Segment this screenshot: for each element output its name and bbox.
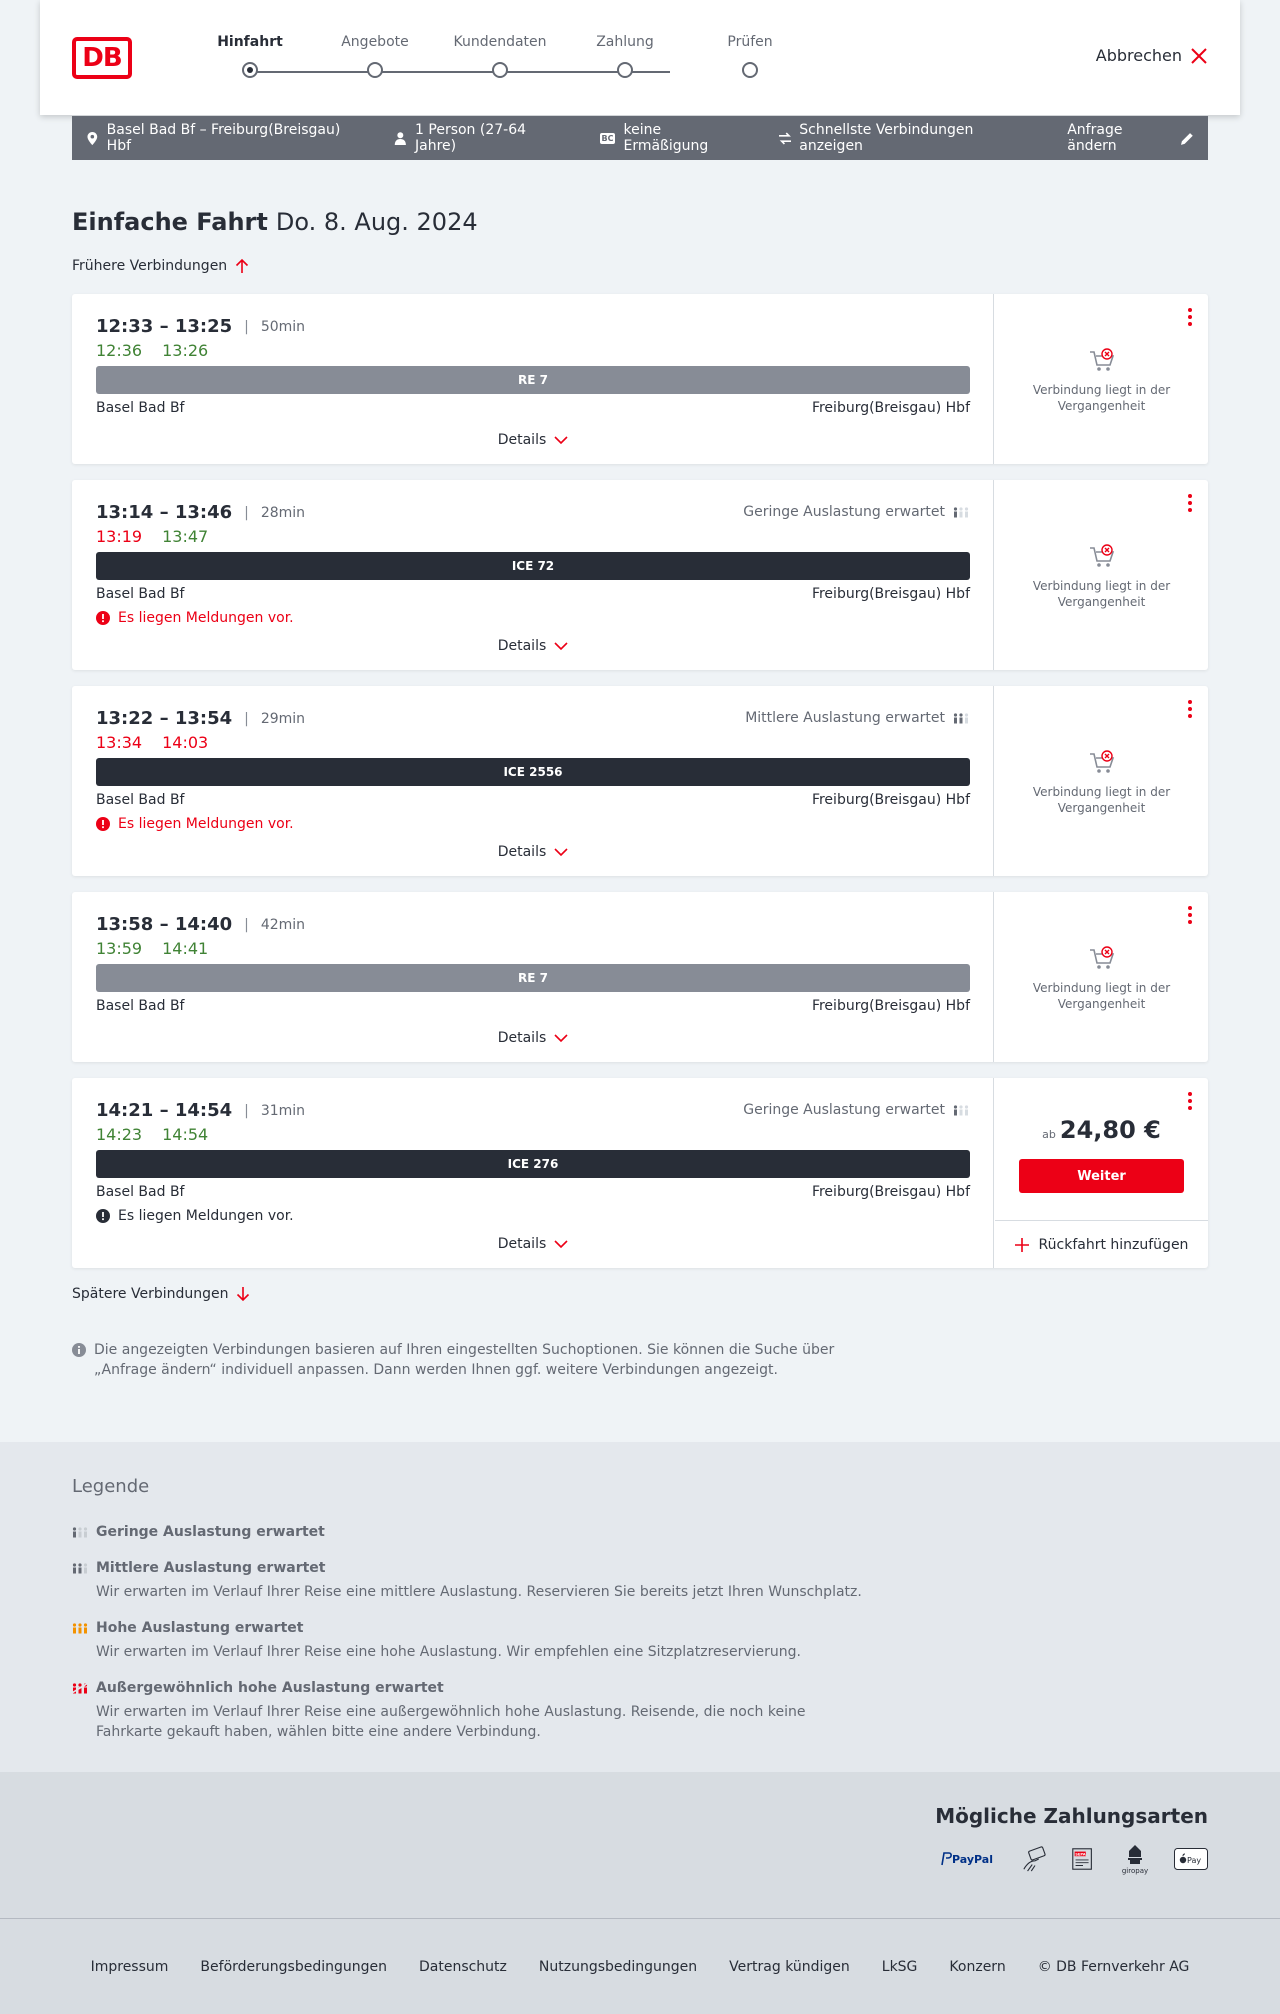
person-icon (394, 132, 407, 145)
paypal-icon (940, 1844, 1000, 1874)
footer-link-konzern[interactable]: Konzern (949, 1958, 1006, 1975)
stations: Basel Bad Bf Freiburg(Breisgau) Hbf (96, 998, 970, 1014)
connection-main (72, 892, 994, 1062)
footer-link-impressum[interactable]: Impressum (90, 1958, 169, 1975)
footer-copyright: © DB Fernverkehr AG (1037, 1958, 1190, 1975)
more-options-icon[interactable] (1188, 700, 1192, 718)
search-route[interactable]: Basel Bad Bf – Freiburg(Breisgau) Hbf (86, 122, 362, 154)
giropay-icon (1118, 1842, 1152, 1876)
details-toggle[interactable]: Details (72, 1236, 994, 1252)
payment-methods (0, 1772, 1280, 1918)
more-options-icon[interactable] (1188, 308, 1192, 326)
search-discount[interactable]: BC keine Ermäßigung (601, 122, 709, 154)
location-pin-icon (86, 132, 99, 145)
more-options-icon[interactable] (1188, 906, 1192, 924)
swap-arrows-icon (779, 132, 792, 145)
connection-main (72, 1078, 994, 1268)
train-bar[interactable]: ICE 72 (96, 552, 970, 580)
legend-item-medium: Mittlere Auslastung erwartet Wir erwarten im Verlauf Ihrer Reise eine mittlere Auslastung. Reservieren Sie bereits jetzt Ihren Wunschplatz. (72, 1560, 872, 1602)
more-options-icon[interactable] (1188, 1092, 1192, 1110)
search-travellers[interactable]: 1 Person (27-64 Jahre) (394, 122, 567, 154)
db-logo[interactable]: DB (72, 37, 132, 79)
occupancy-indicator[interactable]: Geringe Auslastung erwartet (743, 504, 969, 520)
footer-link-datenschutz[interactable]: Datenschutz (418, 1958, 507, 1975)
realtime-times: 13:19 13:47 (96, 527, 209, 546)
pencil-icon (1181, 132, 1194, 145)
connection-card[interactable] (72, 1078, 1208, 1268)
occupancy-exceptional-icon (72, 1682, 88, 1694)
cancel-button[interactable]: Abbrechen (1096, 46, 1208, 65)
step-angebote: Angebote (325, 34, 425, 56)
connection-main (72, 480, 994, 670)
step-zahlung: Zahlung (575, 34, 675, 56)
earlier-connections-link[interactable]: Frühere Verbindungen (72, 258, 249, 274)
stations: Basel Bad Bf Freiburg(Breisgau) Hbf (96, 1184, 970, 1200)
step-dot (242, 62, 258, 78)
chevron-down-icon (554, 1033, 568, 1043)
cart-unavailable-icon (1088, 748, 1116, 776)
chevron-down-icon (554, 1239, 568, 1249)
step-pruefen: Prüfen (700, 34, 800, 56)
cart-unavailable-icon (1088, 944, 1116, 972)
alert-icon (96, 817, 110, 831)
disruption-message[interactable]: Es liegen Meldungen vor. (96, 816, 294, 832)
continue-button[interactable]: Weiter (1019, 1159, 1184, 1193)
alert-icon (96, 611, 110, 625)
legend-item-low: Geringe Auslastung erwartet (72, 1524, 872, 1540)
step-dot (742, 62, 758, 78)
train-bar[interactable]: ICE 2556 (96, 758, 970, 786)
search-info-note: Die angezeigten Verbindungen basieren auf Ihren eingestellten Suchoptionen. Sie können die Suche über „Anfrage ändern“ individuell anpassen. Dann werden Ihnen ggf. weitere Verbindungen angezeigt. (72, 1340, 852, 1380)
details-toggle[interactable]: Details (72, 638, 994, 654)
connection-card[interactable] (72, 686, 1208, 876)
close-icon (1190, 47, 1208, 65)
planned-times: 13:58 – 14:40 | 42min (96, 914, 306, 935)
details-toggle[interactable]: Details (72, 844, 994, 860)
giropay-label: giropay (1121, 1867, 1149, 1875)
footer-link-nutzungsbedingungen[interactable]: Nutzungsbedingungen (538, 1958, 698, 1975)
add-return-trip-button[interactable]: Rückfahrt hinzufügen (995, 1220, 1208, 1268)
step-dot (367, 62, 383, 78)
offer-panel (995, 480, 1208, 670)
realtime-times: 12:36 13:26 (96, 341, 209, 360)
apple-pay-label: Pay (1187, 1856, 1202, 1865)
offer-panel (995, 892, 1208, 1062)
bahncard-icon: BC (601, 133, 614, 143)
occupancy-indicator[interactable]: Mittlere Auslastung erwartet (745, 710, 969, 726)
booking-progress (210, 34, 773, 84)
offer-panel (995, 1078, 1208, 1268)
info-icon (72, 1343, 86, 1357)
step-hinfahrt: Hinfahrt (200, 34, 300, 56)
step-dot (617, 62, 633, 78)
header (40, 0, 1240, 115)
realtime-times: 14:23 14:54 (96, 1125, 209, 1144)
credit-card-icon (1022, 1844, 1048, 1874)
legend-item-very-high: Außergewöhnlich hohe Auslastung erwartet Wir erwarten im Verlauf Ihrer Reise eine außergewöhnlich hohe Auslastung. Reisende, die noch keine Fahrkarte gekauft haben, wählen bitte eine andere Verbindung. (72, 1680, 872, 1742)
planned-times: 12:33 – 13:25 | 50min (96, 316, 306, 337)
footer-link-befoerderungsbedingungen[interactable]: Beförderungsbedingungen (200, 1958, 387, 1975)
stations: Basel Bad Bf Freiburg(Breisgau) Hbf (96, 792, 970, 808)
footer-link-lksg[interactable]: LkSG (881, 1958, 918, 1975)
stations: Basel Bad Bf Freiburg(Breisgau) Hbf (96, 586, 970, 602)
apple-pay-icon (1174, 1848, 1208, 1870)
price: ab 24,80 € (1042, 1116, 1161, 1144)
occupancy-indicator[interactable]: Geringe Auslastung erwartet (743, 1102, 969, 1118)
past-connection-notice: Verbindung liegt in der Vergangenheit (995, 748, 1208, 816)
legend-title: Legende (72, 1476, 150, 1497)
realtime-times: 13:59 14:41 (96, 939, 209, 958)
connection-card[interactable] (72, 480, 1208, 670)
connection-card[interactable] (72, 294, 1208, 464)
change-search-button[interactable]: Anfrage ändern (1067, 122, 1194, 154)
sepa-label: SEPA (1075, 1852, 1086, 1857)
realtime-times: 13:34 14:03 (96, 733, 209, 752)
progress-line (250, 71, 670, 73)
train-bar[interactable]: RE 7 (96, 366, 970, 394)
occupancy-low-icon (72, 1526, 88, 1538)
paypal-label: PayPal (952, 1853, 993, 1866)
disruption-message[interactable]: Es liegen Meldungen vor. (96, 610, 294, 626)
chevron-down-icon (554, 435, 568, 445)
arrow-down-icon (236, 1286, 250, 1302)
occupancy-medium-icon (953, 712, 969, 724)
payment-icons (940, 1842, 1208, 1876)
plus-icon (1015, 1238, 1029, 1252)
past-connection-notice: Verbindung liegt in der Vergangenheit (995, 542, 1208, 610)
train-bar[interactable]: RE 7 (96, 964, 970, 992)
chevron-down-icon (554, 641, 568, 651)
info-message[interactable]: Es liegen Meldungen vor. (96, 1208, 294, 1224)
page-title: Einfache Fahrt Do. 8. Aug. 2024 (72, 208, 478, 236)
planned-times: 13:22 – 13:54 | 29min (96, 708, 306, 729)
search-mode[interactable]: Schnellste Verbindungen anzeigen (779, 122, 1036, 154)
planned-times: 13:14 – 13:46 | 28min (96, 502, 306, 523)
offer-panel (995, 294, 1208, 464)
details-toggle[interactable]: Details (72, 1030, 994, 1046)
alert-icon (96, 1209, 110, 1223)
connection-card[interactable] (72, 892, 1208, 1062)
occupancy-high-icon (72, 1622, 88, 1634)
planned-times: 14:21 – 14:54 | 31min (96, 1100, 306, 1121)
past-connection-notice: Verbindung liegt in der Vergangenheit (995, 944, 1208, 1012)
connection-main (72, 294, 994, 464)
more-options-icon[interactable] (1188, 494, 1192, 512)
payment-title: Mögliche Zahlungsarten (935, 1804, 1208, 1828)
occupancy-low-icon (953, 506, 969, 518)
legend (0, 1442, 1280, 1772)
connection-main (72, 686, 994, 876)
arrow-up-icon (235, 258, 249, 274)
train-bar[interactable]: ICE 276 (96, 1150, 970, 1178)
later-connections-link[interactable]: Spätere Verbindungen (72, 1286, 250, 1302)
past-connection-notice: Verbindung liegt in der Vergangenheit (995, 346, 1208, 414)
chevron-down-icon (554, 847, 568, 857)
footer-link-vertrag-kuendigen[interactable]: Vertrag kündigen (729, 1958, 850, 1975)
step-kundendaten: Kundendaten (450, 34, 550, 56)
footer (0, 1918, 1280, 2014)
sepa-direct-debit-icon (1070, 1844, 1096, 1874)
step-dot (492, 62, 508, 78)
cart-unavailable-icon (1088, 542, 1116, 570)
occupancy-medium-icon (72, 1562, 88, 1574)
stations: Basel Bad Bf Freiburg(Breisgau) Hbf (96, 400, 970, 416)
search-summary-bar (72, 116, 1208, 160)
legend-item-high: Hohe Auslastung erwartet Wir erwarten im Verlauf Ihrer Reise eine hohe Auslastung. Wir empfehlen eine Sitzplatzreservierung. (72, 1620, 872, 1662)
details-toggle[interactable]: Details (72, 432, 994, 448)
occupancy-low-icon (953, 1104, 969, 1116)
offer-panel (995, 686, 1208, 876)
cart-unavailable-icon (1088, 346, 1116, 374)
